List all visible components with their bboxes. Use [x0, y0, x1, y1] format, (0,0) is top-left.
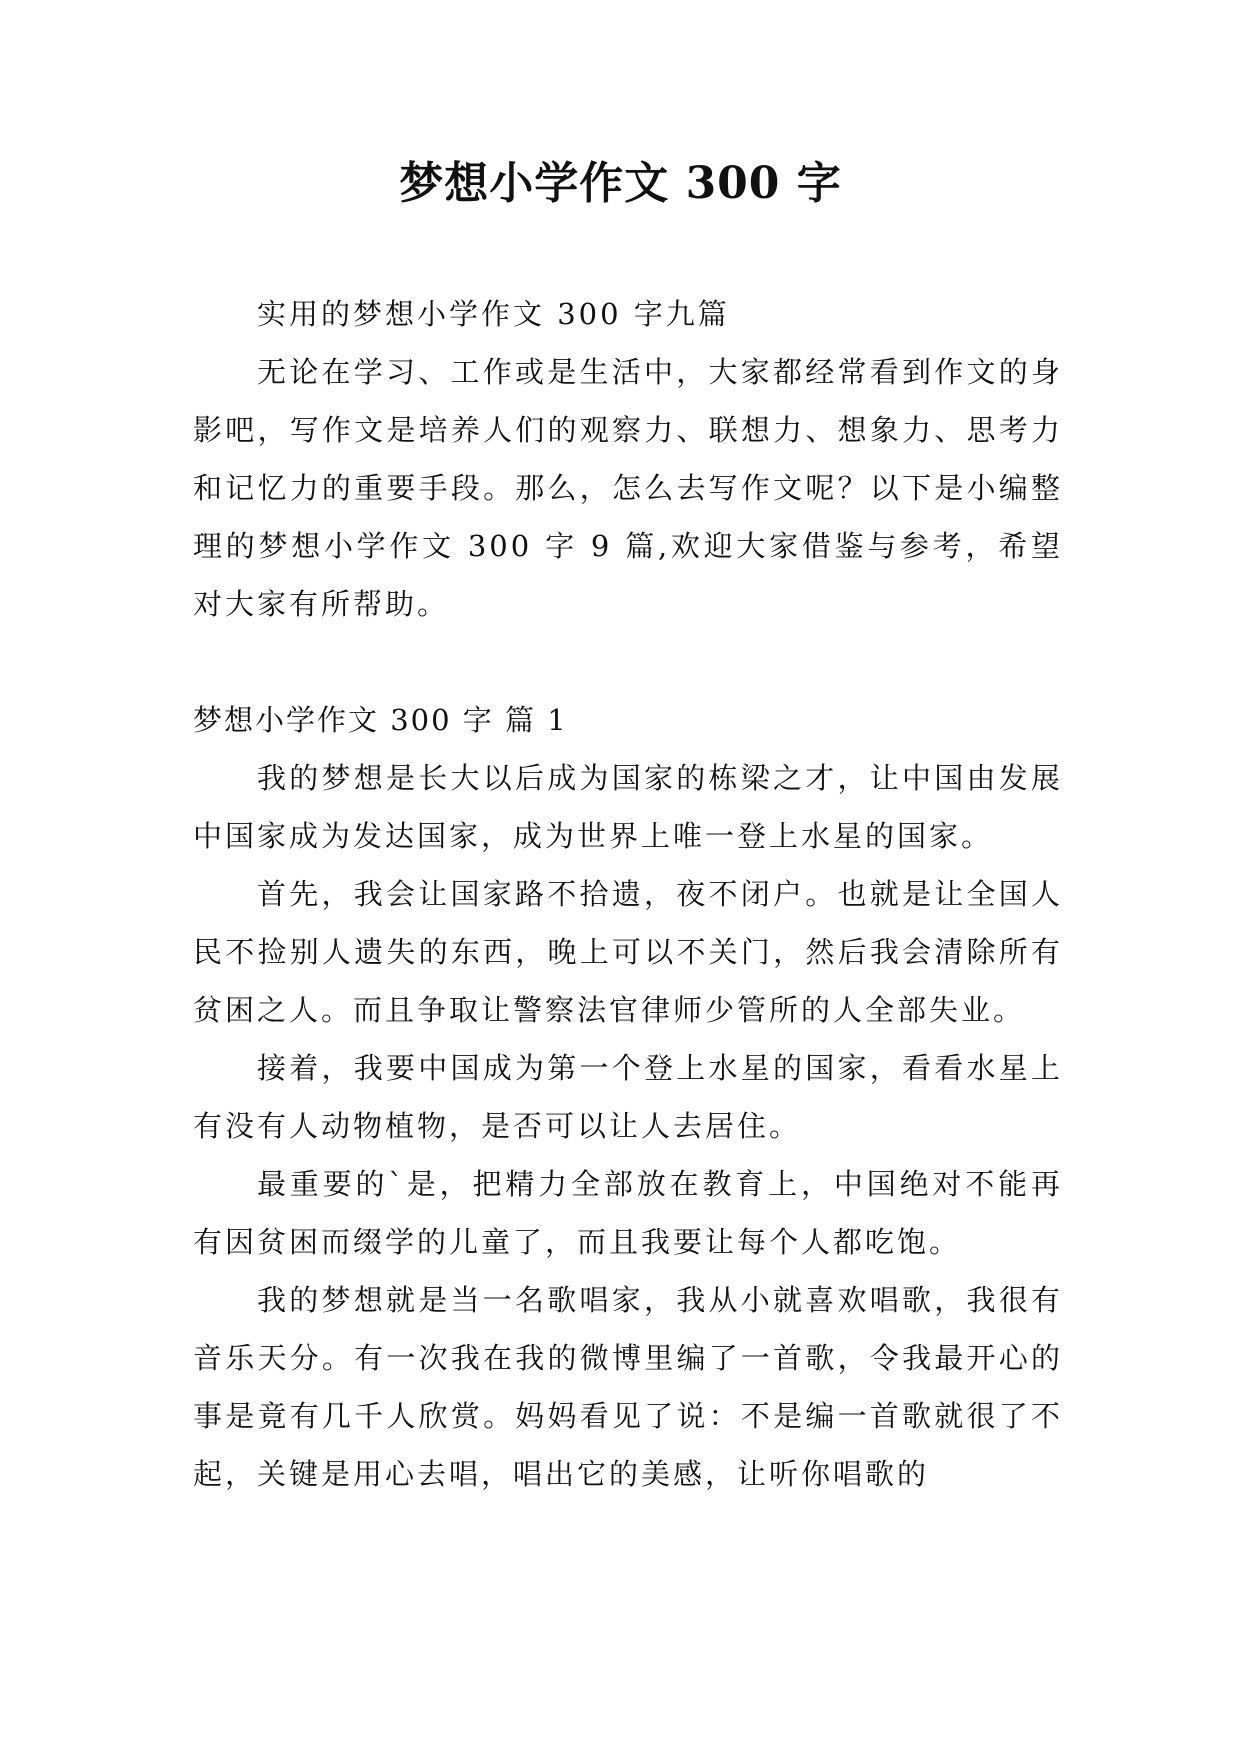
document-title: 梦想小学作文 300 字 [399, 158, 842, 209]
section-heading: 梦想小学作文 300 字 篇 1 [193, 703, 568, 737]
body-paragraph: 我的梦想是长大以后成为国家的栋梁之才，让中国由发展中国家成为发达国家，成为世界上唯一登上水星的国家。 [193, 761, 1063, 853]
body-paragraph: 最重要的`是，把精力全部放在教育上，中国绝对不能再有因贫困而缀学的儿童了，而且我要让每个人都吃饱。 [193, 1167, 1063, 1259]
document-body [193, 285, 1063, 1503]
intro-paragraph: 无论在学习、工作或是生活中，大家都经常看到作文的身影吧，写作文是培养人们的观察力、联想力、想象力、思考力和记忆力的重要手段。那么，怎么去写作文呢？以下是小编整理的梦想小学作文 300 字 9 篇,欢迎大家借鉴与参考，希望对大家有所帮助。 [193, 355, 1063, 621]
subtitle: 实用的梦想小学作文 300 字九篇 [257, 297, 730, 331]
body-paragraph: 接着，我要中国成为第一个登上水星的国家，看看水星上有没有人动物植物，是否可以让人去居住。 [193, 1051, 1063, 1143]
body-paragraph: 首先，我会让国家路不拾遗，夜不闭户。也就是让全国人民不捡别人遗失的东西，晚上可以不关门，然后我会清除所有贫困之人。而且争取让警察法官律师少管所的人全部失业。 [193, 877, 1063, 1027]
body-paragraph: 我的梦想就是当一名歌唱家，我从小就喜欢唱歌，我很有音乐天分。有一次我在我的微博里编了一首歌，令我最开心的事是竟有几千人欣赏。妈妈看见了说：不是编一首歌就很了不起，关键是用心去唱，唱出它的美感，让听你唱歌的 [193, 1283, 1063, 1491]
